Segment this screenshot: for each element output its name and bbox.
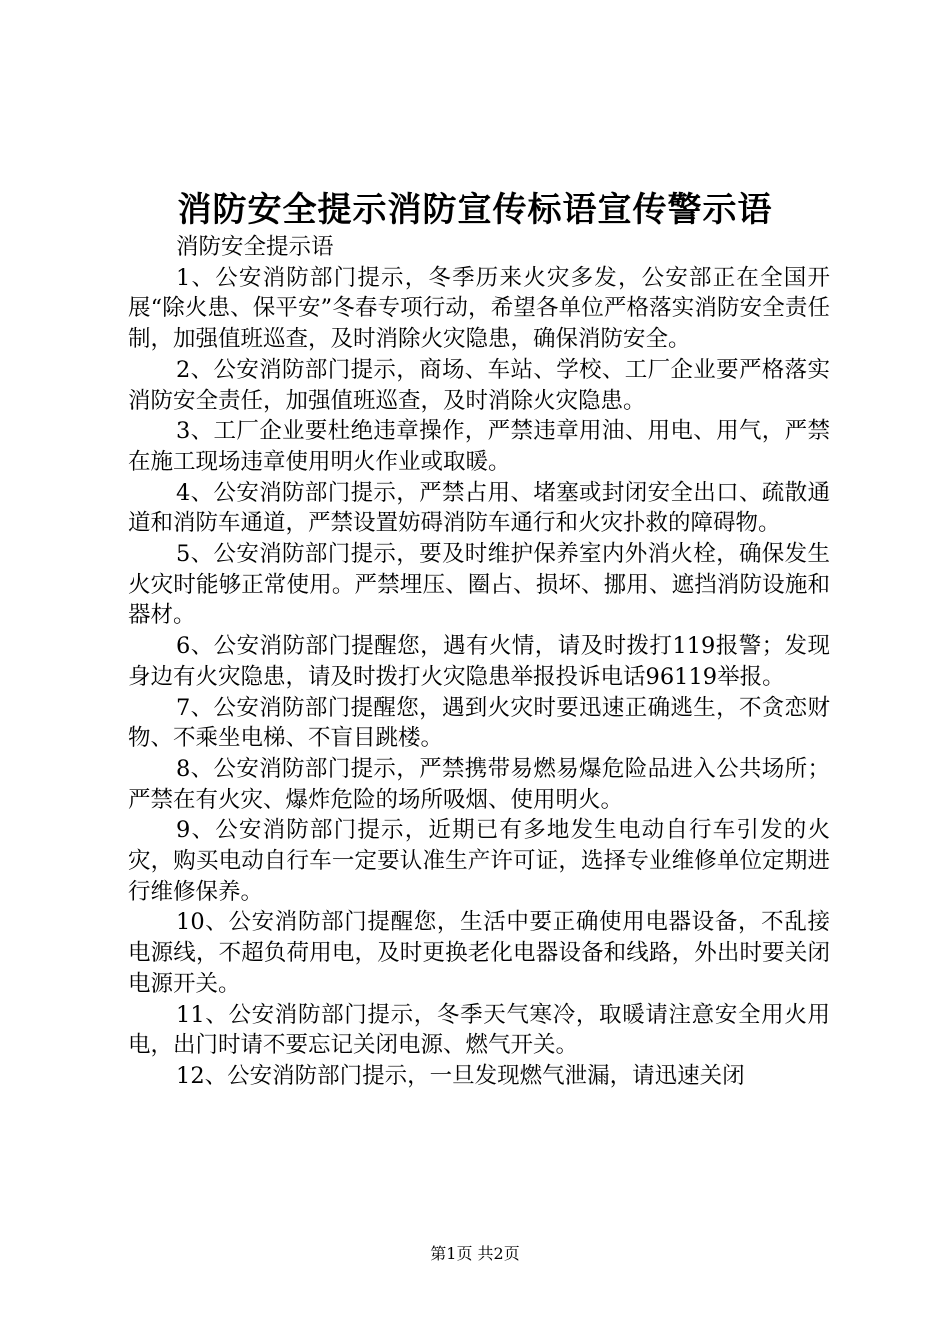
- paragraph-6: 6、公安消防部门提醒您，遇有火情，请及时拨打119报警；发现身边有火灾隐患，请及时拨打火灾隐患举报投诉电话96119举报。: [128, 633, 830, 690]
- paragraph-11: 11、公安消防部门提示，冬季天气寒冷，取暖请注意安全用火用电，出门时请不要忘记关闭电源、燃气开关。: [128, 1001, 830, 1059]
- page-number-footer: 第1页 共2页: [430, 1244, 520, 1263]
- paragraph-7: 7、公安消防部门提醒您，遇到火灾时要迅速正确逃生，不贪恋财物、不乘坐电梯、不盲目跳楼。: [128, 694, 830, 752]
- paragraph-12: 12、公安消防部门提示，一旦发现燃气泄漏，请迅速关闭: [176, 1062, 745, 1089]
- document-subtitle: 消防安全提示语: [176, 234, 334, 260]
- paragraph-3: 3、工厂企业要杜绝违章操作，严禁违章用油、用电、用气，严禁在施工现场违章使用明火作业或取暖。: [128, 418, 830, 475]
- paragraph-5: 5、公安消防部门提示，要及时维护保养室内外消火栓，确保发生火灾时能够正常使用。严禁埋压、圈占、损坏、挪用、遮挡消防设施和器材。: [128, 541, 830, 629]
- document-body: [128, 232, 830, 1092]
- paragraph-9: 9、公安消防部门提示，近期已有多地发生电动自行车引发的火灾，购买电动自行车一定要认准生产许可证，选择专业维修单位定期进行维修保养。: [128, 817, 830, 905]
- paragraph-10: 10、公安消防部门提醒您，生活中要正确使用电器设备，不乱接电源线，不超负荷用电，及时更换老化电器设备和线路，外出时要关闭电源开关。: [128, 909, 830, 997]
- paragraph-4: 4、公安消防部门提示，严禁占用、堵塞或封闭安全出口、疏散通道和消防车通道，严禁设置妨碍消防车通行和火灾扑救的障碍物。: [128, 479, 830, 537]
- paragraph-2: 2、公安消防部门提示，商场、车站、学校、工厂企业要严格落实消防安全责任，加强值班巡查，及时消除火灾隐患。: [128, 356, 830, 414]
- paragraph-1: 1、公安消防部门提示，冬季历来火灾多发，公安部正在全国开展“除火患、保平安”冬春专项行动，希望各单位严格落实消防安全责任制，加强值班巡查，及时消除火灾隐患，确保消防安全。: [128, 264, 830, 353]
- document-title: 消防安全提示消防宣传标语宣传警示语: [177, 190, 773, 230]
- paragraph-8: 8、公安消防部门提示，严禁携带易燃易爆危险品进入公共场所；严禁在有火灾、爆炸危险的场所吸烟、使用明火。: [128, 755, 830, 813]
